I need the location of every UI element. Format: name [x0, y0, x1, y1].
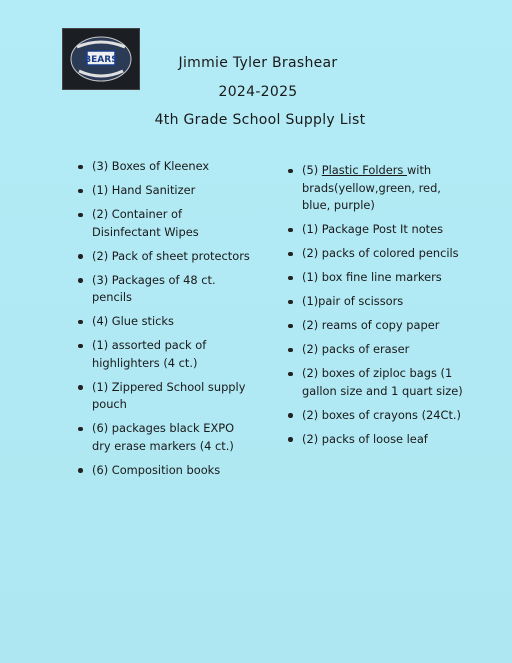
bullet-icon	[288, 300, 293, 305]
list-item: (1) box fine line markers	[288, 269, 472, 287]
logo-center-text: BEARS	[84, 55, 118, 65]
list-item: (1) Package Post It notes	[288, 221, 472, 239]
bullet-icon	[288, 324, 293, 329]
bullet-icon	[78, 213, 83, 218]
list-item: (2) reams of copy paper	[288, 317, 472, 335]
bullet-icon	[78, 165, 83, 170]
bullet-icon	[288, 372, 293, 377]
school-name: Jimmie Tyler Brashear	[178, 55, 338, 71]
list-item: (3) Boxes of Kleenex	[78, 158, 250, 176]
list-item: (1) Hand Sanitizer	[78, 182, 250, 200]
bullet-icon	[288, 276, 293, 281]
list-item: (1)pair of scissors	[288, 293, 472, 311]
bullet-icon	[78, 320, 83, 325]
bullet-icon	[78, 385, 83, 390]
left-supply-list	[78, 158, 250, 486]
bullet-icon	[78, 189, 83, 194]
list-title: 4th Grade School Supply List	[154, 112, 366, 128]
list-item: (2) Pack of sheet protectors	[78, 248, 250, 266]
list-item: (3) Packages of 48 ct. pencils	[78, 272, 250, 307]
school-year: 2024-2025	[218, 84, 298, 100]
bullet-icon	[78, 344, 83, 349]
bullet-icon	[288, 252, 293, 257]
right-supply-list	[288, 162, 472, 455]
list-item: (2) Container of Disinfectant Wipes	[78, 206, 250, 241]
bullet-icon	[288, 169, 293, 174]
list-item: (2) boxes of crayons (24Ct.)	[288, 407, 472, 425]
bullet-icon	[78, 254, 83, 259]
list-item: (1) assorted pack of highlighters (4 ct.)	[78, 337, 250, 372]
list-item: (2) boxes of ziploc bags (1 gallon size and 1 quart size)	[288, 365, 472, 400]
bullet-icon	[288, 413, 293, 418]
bullet-icon	[78, 468, 83, 473]
list-item: (2) packs of loose leaf	[288, 431, 472, 449]
bullet-icon	[288, 437, 293, 442]
list-item: (5) Plastic Folders with brads(yellow,green, red, blue, purple)	[288, 162, 472, 215]
list-item: (4) Glue sticks	[78, 313, 250, 331]
list-item: (2) packs of eraser	[288, 341, 472, 359]
list-item: (6) Composition books	[78, 462, 250, 480]
bullet-icon	[288, 228, 293, 233]
bullet-icon	[78, 427, 83, 432]
bullet-icon	[288, 348, 293, 353]
bullet-icon	[78, 278, 83, 283]
list-item: (2) packs of colored pencils	[288, 245, 472, 263]
list-item: (6) packages black EXPO dry erase markers (4 ct.)	[78, 420, 250, 455]
list-item: (1) Zippered School supply pouch	[78, 379, 250, 414]
